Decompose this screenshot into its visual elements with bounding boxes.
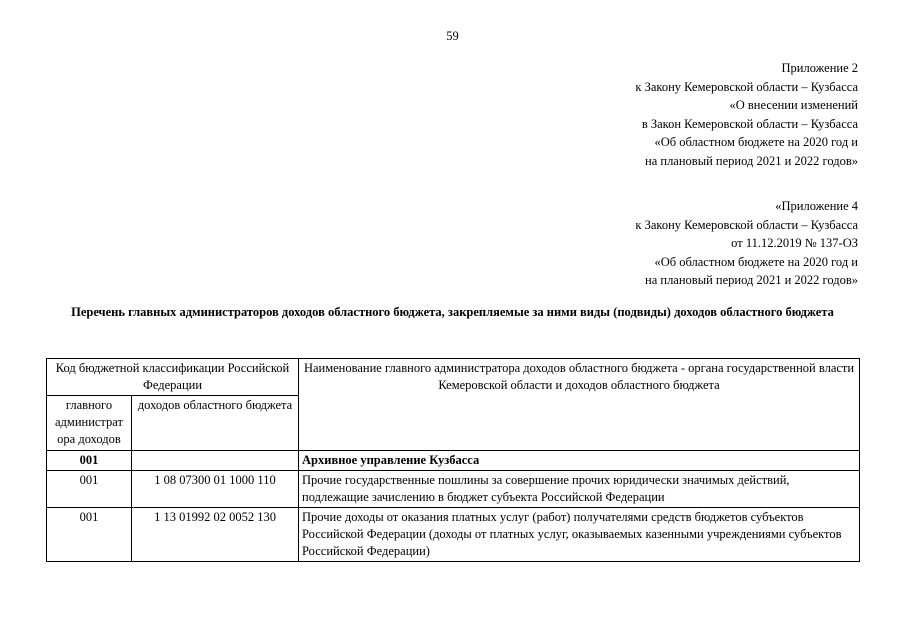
annex-4-line: к Закону Кемеровской области – Кузбасса: [635, 217, 858, 232]
header-chief-administrator: главного администрат ора доходов: [47, 396, 132, 451]
annex-2-reference: [635, 59, 858, 171]
document-title: Перечень главных администраторов доходов областного бюджета, закрепляемые за ними виды (подвиды) доходов областного бюджета: [71, 305, 834, 319]
admin-code-cell: 001: [47, 508, 132, 562]
revenue-code-cell: 1 08 07300 01 1000 110: [132, 471, 299, 508]
annex-2-line: в Закон Кемеровской области – Кузбасса: [641, 116, 858, 131]
name-cell: Прочие государственные пошлины за совершение прочих юридически значимых действий, подлежащие зачислению в бюджет субъекта Российской Федерации: [299, 471, 860, 508]
revenue-code-cell: 1 13 01992 02 0052 130: [132, 508, 299, 562]
table-header-row: [47, 359, 860, 396]
table-row: [47, 471, 860, 508]
annex-4-line: «Приложение 4: [775, 199, 858, 213]
annex-4-line: на плановый период 2021 и 2022 годов»: [645, 273, 858, 288]
table-row: [47, 451, 860, 471]
header-administrator-name: Наименование главного администратора доходов областного бюджета - органа государственной власти Кемеровской области и доходов областного бюджета: [299, 359, 860, 451]
revenue-code-cell: [132, 451, 299, 471]
admin-code-cell: 001: [47, 471, 132, 508]
annex-2-line: «Об областном бюджете на 2020 год и: [654, 135, 858, 150]
annex-2-line: Приложение 2: [781, 61, 858, 75]
table-row: [47, 508, 860, 562]
name-cell: Архивное управление Кузбасса: [299, 451, 860, 471]
name-cell: Прочие доходы от оказания платных услуг (работ) получателями средств бюджетов субъектов Российской Федерации (доходы от платных услуг, оказываемых казенными учреждениями субъектов Российской Федерации): [299, 508, 860, 562]
revenue-administrators-table: [46, 358, 860, 562]
page-number: 59: [446, 29, 459, 43]
annex-2-line: к Закону Кемеровской области – Кузбасса: [635, 79, 858, 94]
header-revenue-code: доходов областного бюджета: [132, 396, 299, 451]
annex-2-line: «О внесении изменений: [729, 98, 858, 113]
admin-code-cell: 001: [47, 451, 132, 471]
annex-4-line: «Об областном бюджете на 2020 год и: [654, 254, 858, 269]
annex-4-line: от 11.12.2019 № 137-ОЗ: [731, 236, 858, 251]
annex-4-reference: [635, 197, 858, 290]
annex-2-line: на плановый период 2021 и 2022 годов»: [645, 153, 858, 168]
header-budget-code: Код бюджетной классификации Российской Федерации: [47, 359, 299, 396]
